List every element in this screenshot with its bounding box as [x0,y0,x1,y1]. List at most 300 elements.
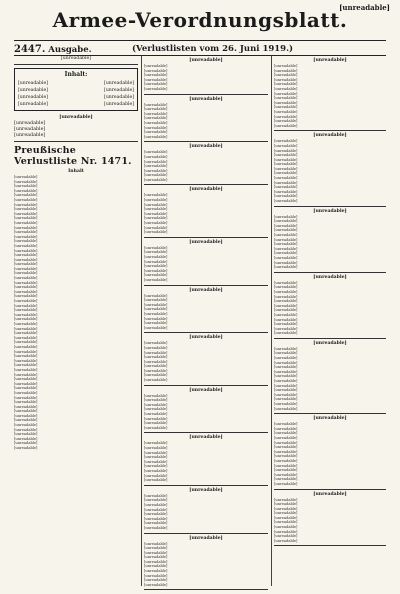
list-line: [unreadable] [144,245,168,250]
list-line: [unreadable] [274,185,298,190]
list-line: [unreadable] [274,194,298,199]
rule [144,533,268,534]
list-line: [unreadable] [144,150,168,155]
list-line: [unreadable] [274,529,298,534]
list-line: [unreadable] [274,312,298,317]
list-line: [unreadable] [14,262,38,267]
section-title: [unreadable] [313,491,347,497]
list-line: [unreadable] [144,264,168,269]
list-line: [unreadable] [14,188,38,193]
list-line: [unreadable] [14,299,38,304]
list-line: [unreadable] [14,349,38,354]
list-line: [unreadable] [144,525,168,530]
list-line: [unreadable] [14,409,38,414]
list-line: [unreadable] [144,73,168,78]
list-line: [unreadable] [274,180,298,185]
column-2 [144,56,268,586]
list-line: [unreadable] [144,516,168,521]
list-line: [unreadable] [274,445,298,450]
section-title: [unreadable] [313,274,347,280]
list-line: [unreadable] [274,105,298,110]
list-line: [unreadable] [144,250,168,255]
list-line: [unreadable] [14,335,38,340]
list-line: [unreadable] [274,472,298,477]
list-line: [unreadable] [144,268,168,273]
list-line: [unreadable] [144,164,168,169]
list-line: [unreadable] [274,289,298,294]
list-line: [unreadable] [144,355,168,360]
masthead-title: Armee-Verordnungsblatt. [52,8,348,32]
list-line: [unreadable] [274,322,298,327]
list-line: [unreadable] [274,458,298,463]
rule [144,485,268,486]
list-line: [unreadable] [274,346,298,351]
list-line: [unreadable] [274,285,298,290]
rule [144,237,268,238]
list-line: [unreadable] [14,432,38,437]
list-line: [unreadable] [14,317,38,322]
list-line: [unreadable] [144,373,168,378]
list-line: [unreadable] [274,77,298,82]
list-line: [unreadable] [14,367,38,372]
list-line: [unreadable] [144,464,168,469]
list-line: [unreadable] [274,351,298,356]
list-line: [unreadable] [144,202,168,207]
section-title: [unreadable] [189,58,223,63]
list-line: [unreadable] [14,446,38,451]
list-line: [unreadable] [144,341,168,346]
list-line: [unreadable] [274,331,298,336]
list-line: [unreadable] [144,564,168,569]
list-line: [unreadable] [144,459,168,464]
section-title: [unreadable] [189,535,223,541]
list-line: [unreadable] [144,502,168,507]
list-line: [unreadable] [144,277,168,282]
list-line: [unreadable] [274,356,298,361]
list-line: [unreadable] [274,68,298,73]
list-line: [unreadable] [144,350,168,355]
list-line: [unreadable] [14,257,38,262]
list-line: [unreadable] [14,280,38,285]
list-line: [unreadable] [144,345,168,350]
list-line: [unreadable] [144,130,168,135]
list-line: [unreadable] [274,303,298,308]
list-line: [unreadable] [14,253,38,258]
remarks-title: [unreadable] [59,115,93,120]
list-line: [unreadable] [144,154,168,159]
list-line: [unreadable] [14,207,38,212]
list-line: [unreadable] [274,515,298,520]
list-line: [unreadable] [14,289,38,294]
list-line: [unreadable] [144,64,168,68]
rule [144,141,268,142]
list-line: [unreadable] [144,259,168,264]
list-line: [unreadable] [144,546,168,551]
list-line: [unreadable] [274,119,298,124]
list-line: [unreadable] [274,294,298,299]
section-title: [unreadable] [189,287,223,293]
remark: [unreadable] [14,127,46,132]
list-line: [unreadable] [14,390,38,395]
list-line: [unreadable] [144,125,168,130]
list-line: [unreadable] [274,157,298,162]
list-line: [unreadable] [274,374,298,379]
section-title: [unreadable] [189,239,223,245]
list-line: [unreadable] [14,372,38,377]
list-line: [unreadable] [144,111,168,116]
list-line: [unreadable] [274,82,298,87]
list-line: [unreadable] [144,412,168,417]
rule [14,141,138,142]
list-line: [unreadable] [144,255,168,259]
list-line: [unreadable] [144,364,168,369]
prussian-list-subheading: Inhalt [68,169,84,174]
list-line: [unreadable] [274,109,298,114]
edition-label: Ausgabe. [48,45,92,55]
list-line: [unreadable] [144,173,168,178]
list-line: [unreadable] [144,541,168,546]
list-line: [unreadable] [274,148,298,153]
list-line: [unreadable] [14,225,38,230]
list-line: [unreadable] [274,365,298,370]
list-line: [unreadable] [144,177,168,182]
rule [274,338,386,339]
list-line: [unreadable] [14,308,38,313]
list-line: [unreadable] [14,234,38,239]
list-line: [unreadable] [274,91,298,96]
list-line: [unreadable] [144,225,168,230]
list-line: [unreadable] [274,538,298,543]
section-title: [unreadable] [189,387,223,393]
list-line: [unreadable] [274,299,298,304]
section-title: [unreadable] [313,208,347,214]
list-line: [unreadable] [274,397,298,402]
list-line: [unreadable] [144,498,168,503]
list-line: [unreadable] [14,395,38,400]
list-line: [unreadable] [274,369,298,374]
list-line: [unreadable] [144,102,168,107]
list-line: [unreadable] [14,358,38,363]
list-line: [unreadable] [14,211,38,216]
section-title: [unreadable] [189,435,223,441]
list-line: [unreadable] [14,386,38,391]
list-line: [unreadable] [274,520,298,525]
list-line: [unreadable] [14,344,38,349]
rule [274,272,386,273]
list-line: [unreadable] [14,312,38,317]
list-line: [unreadable] [144,302,168,307]
list-line: [unreadable] [144,273,168,278]
list-line: [unreadable] [14,441,38,446]
page-number: [unreadable] [339,3,390,12]
list-line: [unreadable] [14,404,38,409]
list-line: [unreadable] [274,100,298,105]
list-line: [unreadable] [274,242,298,247]
list-line: [unreadable] [14,331,38,336]
contents-entry: [unreadable] [unreadable] [18,95,134,100]
list-line: [unreadable] [274,422,298,427]
list-line: [unreadable] [144,298,168,303]
rule [144,385,268,386]
remark: [unreadable] [14,133,46,138]
notice-line: [unreadable] [61,56,91,61]
list-line: [unreadable] [274,139,298,144]
list-line: [unreadable] [274,468,298,473]
list-line: [unreadable] [144,120,168,125]
list-line: [unreadable] [274,481,298,486]
list-line: [unreadable] [274,189,298,194]
list-line: [unreadable] [144,398,168,403]
list-line: [unreadable] [14,413,38,418]
list-line: [unreadable] [144,512,168,517]
list-line: [unreadable] [144,211,168,216]
list-line: [unreadable] [274,96,298,101]
list-line: [unreadable] [14,271,38,276]
contents-entry: [unreadable] [unreadable] [18,88,134,93]
list-line: [unreadable] [274,379,298,384]
list-line: [unreadable] [14,243,38,248]
rule [274,545,386,546]
list-line: [unreadable] [144,578,168,583]
list-line: [unreadable] [14,184,38,189]
contents-entry: [unreadable] [unreadable] [18,102,134,107]
list-line: [unreadable] [144,82,168,87]
rule [274,413,386,414]
list-line: [unreadable] [274,383,298,388]
list-line: [unreadable] [274,426,298,431]
list-line: [unreadable] [274,162,298,167]
list-line: [unreadable] [274,64,298,68]
rule [144,432,268,433]
list-line: [unreadable] [144,316,168,321]
list-line: [unreadable] [274,317,298,322]
list-line: [unreadable] [274,199,298,204]
section-title: [unreadable] [313,340,347,346]
list-line: [unreadable] [14,285,38,290]
list-line: [unreadable] [14,363,38,368]
list-line: [unreadable] [274,260,298,265]
list-line: [unreadable] [144,116,168,121]
list-line: [unreadable] [14,381,38,386]
section-title: [unreadable] [189,487,223,493]
list-line: [unreadable] [144,230,168,235]
list-line: [unreadable] [144,573,168,578]
list-line: [unreadable] [274,166,298,171]
list-line: [unreadable] [274,388,298,393]
remark: [unreadable] [14,121,46,126]
list-line: [unreadable] [14,276,38,281]
list-line: [unreadable] [14,322,38,326]
list-line: [unreadable] [274,431,298,436]
header-rule-top [14,40,386,41]
column-1 [14,56,138,586]
section-title: [unreadable] [189,187,223,193]
rule [274,206,386,207]
list-line: [unreadable] [14,326,38,331]
list-line: [unreadable] [274,123,298,128]
list-line: [unreadable] [274,534,298,539]
rule [274,130,386,131]
list-line: [unreadable] [274,237,298,242]
list-line: [unreadable] [14,202,38,207]
rule [274,489,386,490]
list-line: [unreadable] [14,175,38,179]
list-line: [unreadable] [144,493,168,498]
list-line: [unreadable] [274,402,298,406]
list-line: [unreadable] [274,525,298,530]
list-line: [unreadable] [144,521,168,526]
list-line: [unreadable] [144,86,168,91]
list-line: [unreadable] [274,223,298,228]
list-line: [unreadable] [274,233,298,237]
rule [144,589,268,590]
list-line: [unreadable] [144,221,168,226]
list-line: [unreadable] [144,507,168,512]
list-line: [unreadable] [274,86,298,91]
list-line: [unreadable] [274,214,298,219]
list-line: [unreadable] [274,255,298,260]
list-line: [unreadable] [144,168,168,173]
list-line: [unreadable] [14,239,38,244]
list-line: [unreadable] [14,220,38,225]
list-line: [unreadable] [144,216,168,221]
list-line: [unreadable] [274,506,298,511]
list-line: [unreadable] [144,559,168,564]
list-line: [unreadable] [144,416,168,421]
list-line: [unreadable] [274,73,298,78]
list-line: [unreadable] [274,143,298,148]
list-line: [unreadable] [274,477,298,482]
list-line: [unreadable] [14,427,38,432]
list-line: [unreadable] [274,511,298,516]
list-line: [unreadable] [274,228,298,233]
list-line: [unreadable] [144,321,168,326]
issue-line [14,44,386,55]
list-line: [unreadable] [274,502,298,507]
list-line: [unreadable] [274,280,298,285]
list-line: [unreadable] [144,402,168,407]
list-line: [unreadable] [274,435,298,440]
section-title: [unreadable] [189,96,223,102]
list-line: [unreadable] [274,114,298,119]
list-line: [unreadable] [144,368,168,373]
list-line: [unreadable] [144,207,168,212]
list-line: [unreadable] [14,179,38,184]
column-divider-2 [271,56,272,586]
section-title: [unreadable] [189,144,223,150]
list-line: [unreadable] [274,171,298,176]
list-line: [unreadable] [144,569,168,574]
list-line: [unreadable] [274,326,298,331]
list-line: [unreadable] [14,436,38,441]
list-line: [unreadable] [14,266,38,271]
list-line: [unreadable] [274,440,298,445]
list-line: [unreadable] [14,377,38,382]
list-line: [unreadable] [14,340,38,345]
rule [144,184,268,185]
list-line: [unreadable] [274,308,298,313]
list-line: [unreadable] [274,246,298,251]
section-title: [unreadable] [313,58,347,63]
list-line: [unreadable] [274,219,298,224]
list-line: [unreadable] [274,406,298,411]
list-line: [unreadable] [274,360,298,365]
column-3 [274,56,386,586]
list-line: [unreadable] [274,153,298,158]
list-line: [unreadable] [144,393,168,398]
list-line: [unreadable] [14,354,38,359]
contents-title: Inhalt: [64,71,88,78]
section-title: [unreadable] [189,335,223,341]
list-line: [unreadable] [144,311,168,316]
list-line: [unreadable] [144,107,168,112]
list-line: [unreadable] [144,198,168,203]
contents-entry: [unreadable] [unreadable] [18,81,134,86]
list-line: [unreadable] [144,134,168,139]
list-line: [unreadable] [14,197,38,202]
column-divider-1 [141,56,142,586]
list-line: [unreadable] [144,450,168,455]
list-line: [unreadable] [14,418,38,423]
list-line: [unreadable] [144,455,168,460]
list-line: [unreadable] [144,407,168,412]
list-line: [unreadable] [14,303,38,308]
list-line: [unreadable] [144,555,168,560]
list-line: [unreadable] [144,473,168,478]
section-title: [unreadable] [313,133,347,139]
list-line: [unreadable] [144,441,168,446]
list-line: [unreadable] [144,293,168,298]
rule [144,332,268,333]
list-line: [unreadable] [14,230,38,235]
list-line: [unreadable] [144,582,168,587]
rule [144,94,268,95]
list-line: [unreadable] [14,193,38,198]
rule [144,285,268,286]
list-line: [unreadable] [144,425,168,430]
list-line: [unreadable] [144,550,168,555]
list-line: [unreadable] [14,294,38,299]
list-line: [unreadable] [274,454,298,459]
date-line: (Verlustlisten vom 26. Juni 1919.) [132,44,294,54]
list-line: [unreadable] [274,392,298,397]
list-line: [unreadable] [14,248,38,253]
list-line: [unreadable] [144,468,168,473]
list-line: [unreadable] [144,193,168,198]
list-line: [unreadable] [274,497,298,502]
section-title: [unreadable] [313,416,347,422]
prussian-list-heading: Preußische Verlustliste Nr. 1471. [14,145,132,167]
list-line: [unreadable] [144,68,168,73]
list-line: [unreadable] [14,400,38,405]
list-line: [unreadable] [274,449,298,454]
list-line: [unreadable] [144,478,168,483]
contents-box [14,68,138,111]
list-line: [unreadable] [144,421,168,426]
list-line: [unreadable] [144,359,168,364]
list-line: [unreadable] [144,159,168,164]
list-line: [unreadable] [274,176,298,181]
list-line: [unreadable] [274,251,298,256]
list-line: [unreadable] [274,463,298,468]
list-line: [unreadable] [144,325,168,330]
list-line: [unreadable] [144,77,168,82]
list-line: [unreadable] [144,378,168,383]
rule [14,64,138,65]
list-line: [unreadable] [14,216,38,221]
issue-number: 2447. [14,44,46,55]
list-line: [unreadable] [144,446,168,450]
